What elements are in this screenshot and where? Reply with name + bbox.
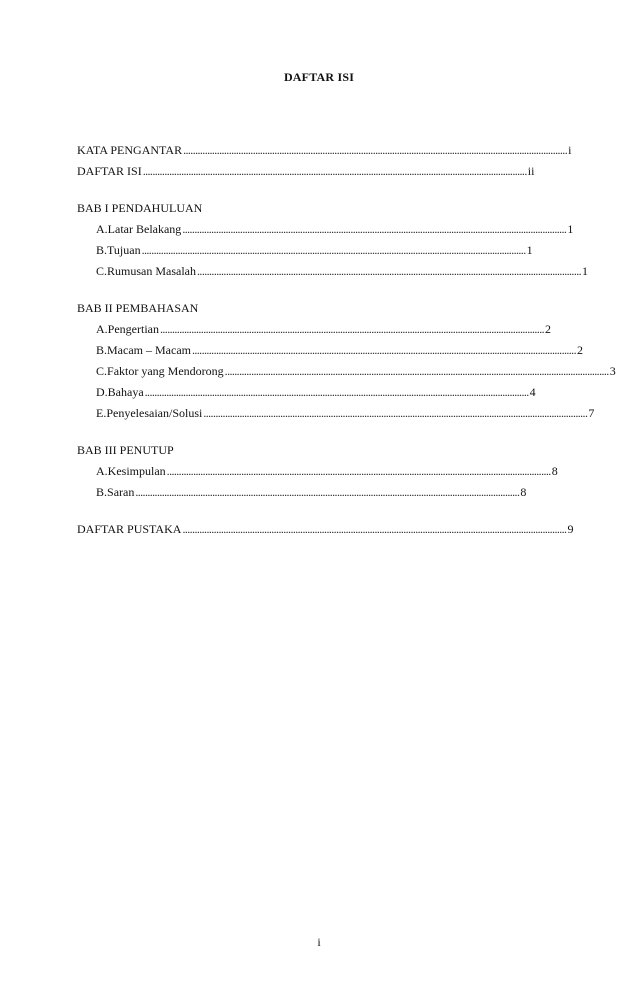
toc-subentry-page: 3	[609, 364, 616, 378]
dot-leader: ................................................................................................................................................................	[142, 164, 527, 178]
toc-subentry	[77, 382, 536, 403]
toc-entry-page: 9	[567, 522, 574, 536]
dot-leader: ................................................................................................................................................................	[182, 222, 567, 236]
toc-entry-page: i	[568, 143, 572, 157]
toc-subentry	[77, 240, 533, 261]
toc-subentry-letter: D.	[96, 385, 108, 399]
dot-leader: ................................................................................................................................................................	[224, 364, 609, 378]
dot-leader: ................................................................................................................................................................	[183, 143, 568, 157]
dot-leader: ................................................................................................................................................................	[135, 485, 520, 499]
toc-subentry-page: 4	[529, 385, 536, 399]
dot-leader: ................................................................................................................................................................	[191, 343, 576, 357]
toc-subentry-page: 8	[551, 464, 558, 478]
dot-leader: ................................................................................................................................................................	[203, 406, 588, 420]
toc-subentry	[77, 461, 558, 482]
toc-subentry-letter: A.	[96, 322, 108, 336]
toc-subentry-letter: B.	[96, 485, 108, 499]
toc-subentry-label: Pengertian	[107, 322, 159, 336]
toc-subentry-label: Bahaya	[107, 385, 144, 399]
section-heading: BAB III PENUTUP	[77, 443, 174, 457]
dot-leader: ................................................................................................................................................................	[166, 464, 551, 478]
toc-subentry-label: Latar Belakang	[107, 222, 182, 236]
toc-subentry-page: 2	[577, 343, 583, 357]
toc-subentry-letter: A.	[96, 464, 108, 478]
footer-page-number: i	[317, 935, 321, 949]
toc-subentry	[77, 361, 616, 382]
toc-subentry-letter: B.	[96, 343, 108, 357]
toc-entry-label: DAFTAR ISI	[77, 164, 142, 178]
toc-subentry	[77, 319, 552, 340]
toc-subentry-page: 7	[588, 406, 595, 420]
dot-leader: ................................................................................................................................................................	[182, 522, 567, 536]
spacer	[77, 503, 471, 519]
toc-subentry-label: Kesimpulan	[107, 464, 166, 478]
toc-subentry-letter: C.	[96, 364, 108, 378]
toc-subentry-letter: E.	[96, 406, 107, 420]
toc-subentry-label: Penyelesaian/Solusi	[106, 406, 203, 420]
toc-subentry-label: Rumusan Masalah	[107, 264, 197, 278]
toc-subentry-page: 1	[526, 243, 533, 257]
toc-subentry	[77, 482, 527, 503]
toc-subentry	[77, 403, 595, 424]
dot-leader: ................................................................................................................................................................	[141, 243, 526, 257]
toc-subentry-page: 8	[520, 485, 527, 499]
toc-subentry-letter: C.	[96, 264, 108, 278]
toc-entry-label: DAFTAR PUSTAKA	[77, 522, 182, 536]
toc-subentry-page: 1	[582, 264, 589, 278]
table-of-contents	[77, 140, 616, 540]
toc-subentry-label: Faktor yang Mendorong	[107, 364, 224, 378]
toc-subentry-letter: B.	[96, 243, 108, 257]
dot-leader: ................................................................................................................................................................	[160, 322, 545, 336]
toc-subentry-page: 2	[545, 322, 552, 336]
toc-subentry-letter: A.	[96, 222, 108, 236]
toc-subentry-label: Saran	[107, 485, 135, 499]
toc-subentry	[77, 340, 583, 361]
section-heading: BAB II PEMBAHASAN	[77, 301, 199, 315]
toc-subentry-page: 1	[567, 222, 574, 236]
toc-entry-page: ii	[527, 164, 535, 178]
toc-entry	[77, 140, 572, 161]
dot-leader: ................................................................................................................................................................	[144, 385, 529, 399]
toc-subentry	[77, 219, 574, 240]
section-heading: BAB I PENDAHULUAN	[77, 201, 203, 215]
toc-subentry-label: Macam – Macam	[107, 343, 191, 357]
dot-leader: ................................................................................................................................................................	[197, 264, 582, 278]
toc-entry-label: KATA PENGANTAR	[77, 143, 183, 157]
toc-subentry	[77, 261, 589, 282]
page-title: DAFTAR ISI	[283, 70, 355, 84]
toc-subentry-label: Tujuan	[107, 243, 141, 257]
toc-entry	[77, 161, 535, 182]
toc-entry	[77, 519, 574, 540]
